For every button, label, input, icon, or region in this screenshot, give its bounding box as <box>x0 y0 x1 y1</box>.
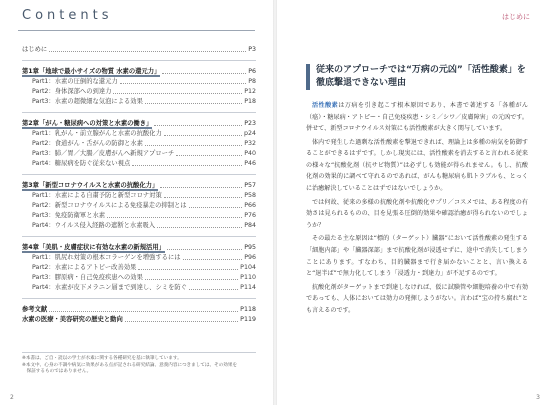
leader-dots <box>189 289 238 290</box>
notes-rule <box>22 352 256 353</box>
part-page: P18 <box>244 98 256 106</box>
leader-dots <box>160 187 242 188</box>
leader-dots <box>125 321 238 322</box>
chapter-1-page: P6 <box>248 68 256 76</box>
lead-term: 活性酸素 <box>312 102 339 109</box>
part-label: Part1：水素の圧倒的な還元力 <box>32 78 118 86</box>
references-group <box>22 298 256 324</box>
history-page: P119 <box>240 316 256 324</box>
leader-dots <box>164 197 242 198</box>
heading-line-2: 徹底撃退できない理由 <box>316 78 407 89</box>
toc-part[interactable] <box>22 76 256 86</box>
part-label: Part3：肺／胃／大腸／皮膚がんへ新規アプローチ <box>32 150 175 158</box>
toc-part[interactable] <box>22 148 256 158</box>
part-label: Part2：身体深部への到達力 <box>32 88 112 96</box>
chapter-2-group <box>22 112 256 168</box>
paragraph <box>306 282 528 317</box>
toc-part[interactable] <box>22 86 256 96</box>
toc-references[interactable] <box>22 304 256 314</box>
part-page: P58 <box>244 192 256 200</box>
toc-part[interactable] <box>22 262 256 272</box>
paragraph <box>306 233 528 279</box>
leader-dots <box>157 227 242 228</box>
right-page <box>277 0 550 405</box>
paragraph-text: その最たる主な原因は“標的（ターゲット）臓器”において活性酸素の発生する「細胞内部」や「臓器深部」まで抗酸化剤が浸透せずに、途中で消失してしまうことにあります。すなわち、目的臓器まで行き届かないことと、言い換えると“退半ば”で無力化してしまう「浸透力・到達力」が不足するのです。 <box>306 235 528 278</box>
paragraph-text: 抗酸化剤がターゲットまで到達しなければ、仮に試験管や細胞培養の中で有効であっても、人体においては効力の発揮しようがない。言わば“宝の持ち腐れ”とも言えるのです。 <box>306 283 528 314</box>
history-label: 水素の医療・美容研究の歴史と動向 <box>22 316 123 324</box>
toc-part[interactable] <box>22 190 256 200</box>
leader-dots <box>145 103 242 104</box>
part-label: Part2：食道がん・舌がんの防御と水素 <box>32 140 143 148</box>
running-header: はじめに <box>502 13 530 21</box>
part-label: Part4：水素が皮下メラニン層まで到達し、シミを防ぐ <box>32 284 187 292</box>
part-page: P8 <box>248 78 256 86</box>
toc-part[interactable] <box>22 282 256 292</box>
part-page: P40 <box>244 150 256 158</box>
chapter-3-label: 第3章「新型コロナウイルスと水素の抗酸化力」 <box>22 182 159 190</box>
part-label: Part3：水素の超微細な気泡による効果 <box>32 98 143 106</box>
leader-dots <box>183 259 243 260</box>
section-heading <box>306 64 538 90</box>
part-page: P84 <box>244 222 256 230</box>
toc-chapter-1[interactable] <box>22 66 256 76</box>
part-page: P66 <box>244 202 256 210</box>
toc-part[interactable] <box>22 138 256 148</box>
footnote: ※本書は、ご自・読以の学士が水素に関する各種研究を基に執筆しています。 <box>22 356 182 361</box>
references-label: 参考文献 <box>22 306 48 314</box>
leader-dots <box>176 155 242 156</box>
toc-chapter-2[interactable] <box>22 118 256 128</box>
toc-part[interactable] <box>22 220 256 230</box>
part-label: Part4：ウイルス侵入経路の遮断と水素吸入 <box>32 222 156 230</box>
toc-intro[interactable] <box>22 44 256 54</box>
toc-part[interactable] <box>22 158 256 168</box>
toc-intro-page: P3 <box>248 46 256 54</box>
footnote: ※本文中、心身の不調や病気に効果がある点が記される研究結論、意義内容につきましては、その効果を <box>22 362 238 368</box>
part-page: P104 <box>240 264 256 272</box>
paragraph <box>306 197 528 232</box>
part-page: P110 <box>240 274 256 282</box>
leader-dots <box>162 73 246 74</box>
paragraph-text: 体内で発生した過剰な活性酸素を撃退できれば、理論上は多種の病気を防御することができるはずです。しかし現実には、活性酸素を消去すると言われる従来の様々な“抗酸化剤（抗サビ物質）”は必ずしも効能が得られません。もし、抗酸化剤の効果的に調べて守れるのであれば、がんも糖尿病も肌トラブルも、とっくに治癒解決していることはずではないでしょうか。 <box>306 138 528 193</box>
part-page: P96 <box>244 254 256 262</box>
chapter-3-page: P57 <box>244 182 256 190</box>
leader-dots <box>49 311 238 312</box>
leader-dots <box>132 165 242 166</box>
chapter-2-page: P23 <box>244 120 256 128</box>
part-label: Part2：水素によるアトピー改善効果 <box>32 264 137 272</box>
leader-dots <box>120 83 246 84</box>
chapter-4-label: 第4章「美肌・皮膚症状に有効な水素の新規活用」 <box>22 244 165 252</box>
chapter-1-label: 第1章「地球で最小サイズの物質 水素の還元力」 <box>22 68 161 76</box>
part-page: P114 <box>240 284 256 292</box>
part-page: P32 <box>244 140 256 148</box>
leader-dots <box>167 249 242 250</box>
part-label: Part1：乳がん・前立腺がんと水素の抗酸化力 <box>32 130 162 138</box>
leader-dots <box>138 269 238 270</box>
footnotes <box>22 356 256 376</box>
paragraph-text: は万病を引き起こす根本原因であり、本書で著述する「各種がん（癌）・糖尿病・アトピー・自己免疫疾患・シミ／シワ／皮膚障害」の元凶です。併せて、新型コロナウイルス対策にも活性酸素が大きく関与しています。 <box>306 102 529 133</box>
part-page: P12 <box>244 88 256 96</box>
body-text <box>306 100 528 318</box>
chapter-4-page: P95 <box>244 244 256 252</box>
chapter-1-group <box>22 60 256 106</box>
part-label: Part2：新型コロナウイルスによる免疫暴走の抑制とは <box>32 202 187 210</box>
left-page <box>0 0 273 405</box>
chapter-2-label: 第2章「がん・糖尿病への対策と水素の働き」 <box>22 120 153 128</box>
toc-chapter-4[interactable] <box>22 242 256 252</box>
page-number-left: 2 <box>10 394 14 401</box>
paragraph-text: では何故、従来の多様の抗酸化剤や抗酸化サプリ／コスメでは、ある程度の有効さは見られるものの、目を見張る圧倒的効果や確認治癒が得られないのでしょうか？ <box>306 198 528 229</box>
part-label: Part3：膠原病・自己免疫疾患への効果 <box>32 274 143 282</box>
contents-title: Contents <box>22 8 113 23</box>
toc-chapter-3[interactable] <box>22 180 256 190</box>
leader-dots <box>145 279 238 280</box>
leader-dots <box>164 135 242 136</box>
part-label: Part1：水素による自粛予防と新型コロナ対策 <box>32 192 162 200</box>
toc-part[interactable] <box>22 210 256 220</box>
leader-dots <box>107 217 242 218</box>
leader-dots <box>154 125 242 126</box>
chapter-4-group <box>22 236 256 292</box>
references-page: P118 <box>240 306 256 314</box>
leader-dots <box>49 51 246 52</box>
part-page: p24 <box>243 130 256 138</box>
paragraph <box>306 100 528 135</box>
table-of-contents <box>22 40 256 324</box>
title-rule <box>18 30 255 31</box>
leader-dots <box>189 207 243 208</box>
part-label: Part3：免疫防衛軍と水素 <box>32 212 106 220</box>
toc-part[interactable] <box>22 272 256 282</box>
toc-part[interactable] <box>22 96 256 106</box>
toc-part[interactable] <box>22 128 256 138</box>
footnote: 保証するものではありません。 <box>22 369 92 375</box>
page-number-right: 3 <box>536 394 540 401</box>
part-label: Part1：肌尻れ対策の根本コラーゲンを増強するには <box>32 254 181 262</box>
part-page: P46 <box>244 160 256 168</box>
heading-line-1: 従来のアプローチでは“万病の元凶”「活性酸素」を <box>316 65 526 75</box>
toc-history[interactable] <box>22 314 256 324</box>
toc-part[interactable] <box>22 200 256 210</box>
toc-intro-label: はじめに <box>22 46 48 54</box>
leader-dots <box>145 145 242 146</box>
chapter-3-group <box>22 174 256 230</box>
leader-dots <box>113 93 242 94</box>
toc-part[interactable] <box>22 252 256 262</box>
part-page: P76 <box>244 212 256 220</box>
paragraph <box>306 137 528 195</box>
part-label: Part4：糖尿病を防ぐ従来ない視点 <box>32 160 131 168</box>
